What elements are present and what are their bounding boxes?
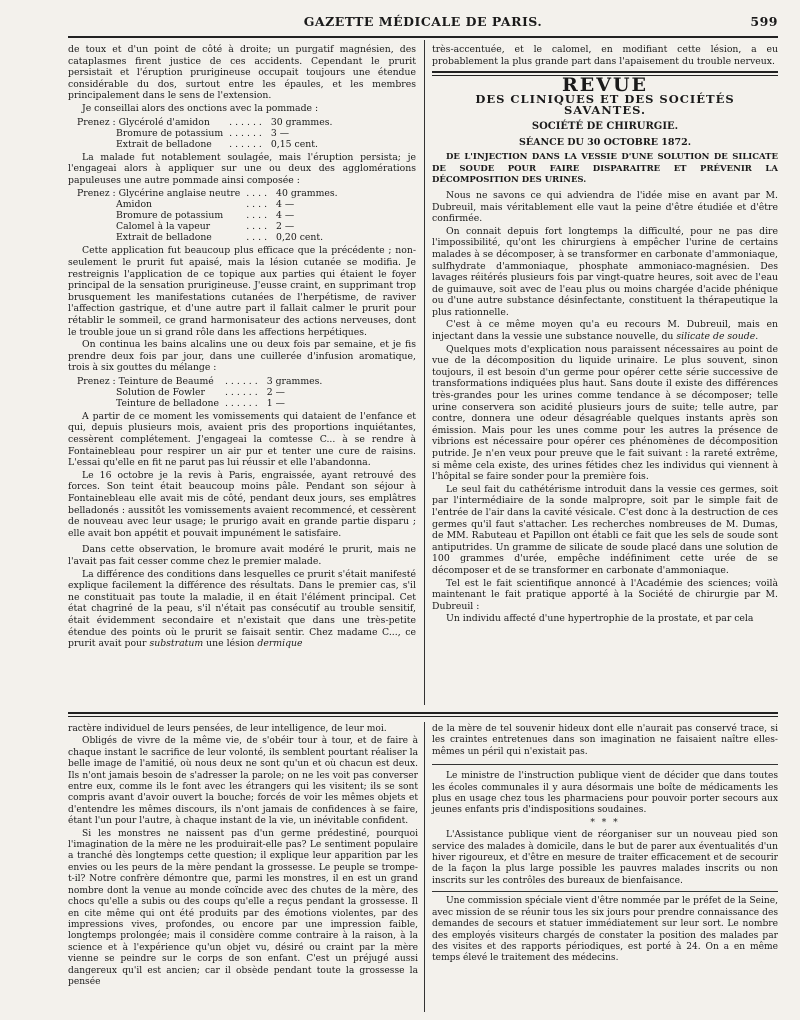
paragraph: Une commission spéciale vient d'être nommée par le préfet de la Seine, avec mission de se réunir tous les six jours pour prendre connaissance des demandes de secours et statuer immédiatement sur leur sort. Le nombre des employés visiteurs chargés de constater la position des malades par des visites et des rapports périodiques, est porté à 24. On a en même temps élevé le traitement des médecins. bbox=[432, 896, 778, 964]
column-divider-top bbox=[424, 40, 425, 705]
paragraph: de toux et d'un point de côté à droite; un purgatif magnésien, des cataplasmes firent justice de ces accidents. Cependant le prurit persistait et l'éruption prurigineuse occupait toujours une étendue considérable du dos, surtout entre les épaules, et les membres principalement dans le sens de l'extension. bbox=[68, 44, 416, 102]
column-divider-bottom bbox=[424, 722, 425, 1012]
item-rule bbox=[432, 891, 778, 892]
paragraph-text: La différence des conditions dans lesquelles ce prurit s'était manifesté explique facilement la différence des résultats. Dans le premier cas, s'il ne constituait pas toute la maladie, il en était l'élément principal. Cet état chagriné de la peau, s'il n'était pas consécutif au trouble sensitif, était évidemment secondaire et n'existait que dans une très-petite étendue des points où le prurit se faisait sentir. Chez madame C..., ce prurit avait pour bbox=[68, 568, 416, 650]
rx-qty: 2 — bbox=[276, 221, 295, 233]
rx-row: Bromure de potassium .... 4 — bbox=[74, 210, 341, 221]
prescription-3 bbox=[74, 376, 325, 409]
paragraph: Quelques mots d'explication nous paraissent nécessaires au point de vue de la décomposition du liquide urinaire. Le plus souvent, sinon toujours, il est besoin d'un germe pour opérer cette série successive de transformations indiquées plus haut. Sans doute il existe des différences très-grandes pour les urines comme tendance à se décomposer; telle urine conservera son acidité plusieurs jours de suite; telle autre, par contre, donnera une odeur désagréable quelques instants après son émission. Mais pour les unes comme pour les autres la présence de vibrions est nécessaire pour opérer ces phénomènes de décomposition putride. Je n'en veux pour preuve que le fait suivant : la rareté extrême, si même cela existe, des urines fétides chez les individus qui viennent à l'hôpital se faire sonder pour la première fois. bbox=[432, 343, 778, 483]
paragraph-text: C'est à ce même moyen qu'a eu recours M. Dubreuil, mais en injectant dans la vessie une substance nouvelle, du bbox=[432, 319, 778, 343]
page-number: 599 bbox=[750, 14, 778, 29]
journal-title: GAZETTE MÉDICALE DE PARIS. bbox=[303, 14, 543, 29]
rx-label: Prenez : Teinture de Beaumé bbox=[77, 375, 214, 387]
paragraph: L'Assistance publique vient de réorganiser sur un nouveau pied son service des malades à domicile, dans le but de parer aux éventualités d'un hiver rigoureux, et d'être en mesure de traiter efficacement et de secourir de la façon la plus large possible les pauvres malades inscrits ou non inscrits sur les contrôles des bureaux de bienfaisance. bbox=[432, 830, 778, 886]
emphasis: dermique bbox=[257, 638, 303, 650]
rx-qty: 3 — bbox=[270, 127, 290, 139]
paragraph: Cette application fut beaucoup plus efficace que la précédente ; non-seulement le prurit fut apaisé, mais la lésion cutanée se modifia. Je restreignis l'application de ce topique aux parties qui étaient le foyer principal de la sensation prurigineuse. J'eusse craint, en supprimant trop brusquement les manifestations cutanées de l'herpétisme, de raviver l'affection gastrique, et d'une autre part il fallait calmer le prurit pour rétablir le sommeil, ce grand harmonisateur des actions nerveuses, dont le trouble joue un si grand rôle dans les affections herpétiques. bbox=[68, 245, 416, 338]
paragraph: La malade fut notablement soulagée, mais l'éruption persista; je l'engageai alors à appliquer sur une ou deux des agglomérations papuleuses une autre pommade ainsi composée : bbox=[68, 151, 416, 186]
rx-label: Bromure de potassium bbox=[116, 210, 224, 222]
rx-label: Prenez : Glycérine anglaise neutre bbox=[77, 188, 241, 200]
page-header bbox=[68, 14, 778, 34]
rx-row: Extrait de belladone ...... 0,15 cent. bbox=[74, 139, 335, 150]
rx-qty: 0,20 cent. bbox=[276, 232, 324, 244]
paragraph: Dans cette observation, le bromure avait modéré le prurit, mais ne l'avait pas fait cesser comme chez le premier malade. bbox=[68, 544, 416, 567]
rx-qty: 0,15 cent. bbox=[270, 138, 318, 150]
paragraph: Obligés de vivre de la même vie, de s'obéir tour à tour, et de faire à chaque instant le sacrifice de leur volonté, ils semblent pourtant réaliser la belle image de l'amitié, où nous deux ne sont qu'un et où chacun est deux. Ils n'ont jamais besoin de s'adresser la parole; on ne les voit pas converser entre eux, comme ils le font avec les étrangers qui les visitent; ils se sont compris avant d'avoir ouvert la bouche; forcés de voir les mêmes objets et d'entendre les mêmes discours, ils n'ont jamais de confidences à se faire, étant l'un pour l'autre, à chaque instant de la vie, un inévitable confident. bbox=[68, 736, 418, 827]
paragraph: Le 16 octobre je la revis à Paris, engraissée, ayant retrouvé des forces. Son teint était beaucoup moins pâle. Pendant son séjour à Fontainebleau elle avait mis de côté, pendant deux jours, ses emplâtres belladonés : aussitôt les vomissements avaient recommencé, et cessèrent de nouveau avec leur usage; le prurigo avait en grande partie disparu ; elle avait bon appétit et pouvait impunément le satisfaire. bbox=[68, 469, 416, 539]
right-top-column bbox=[432, 44, 778, 625]
paragraph: ractère individuel de leurs pensées, de leur intelligence, de leur moi. bbox=[68, 724, 387, 734]
revue-title: REVUE bbox=[561, 74, 649, 97]
left-top-column bbox=[68, 44, 416, 650]
rx-qty: 3 grammes. bbox=[266, 375, 323, 387]
article-heading: DE L'INJECTION DANS LA VESSIE D'UNE SOLUTION DE SILICATE DE SOUDE POUR FAIRE DISPARAITRE ET PRÉVENIR LA DÉCOMPOSITION DES URINES. bbox=[432, 152, 778, 186]
rx-label: Teinture de belladone bbox=[116, 397, 219, 409]
section-rule bbox=[432, 71, 778, 73]
header-rule bbox=[68, 36, 778, 38]
rx-row: Solution de Fowler ...... 2 — bbox=[74, 387, 325, 398]
right-bottom-column bbox=[432, 724, 778, 965]
rx-row: Prenez : Glycérine anglaise neutre .... 40 grammes. bbox=[74, 188, 341, 199]
rx-label: Extrait de belladone bbox=[116, 138, 212, 150]
paragraph: Je conseillai alors des onctions avec la pommade : bbox=[82, 102, 319, 114]
rx-qty: 4 — bbox=[276, 210, 295, 222]
paragraph: On continua les bains alcalins une ou deux fois par semaine, et je fis prendre deux fois par jour, dans une cuillerée d'infusion aromatique, trois à six gouttes du mélange : bbox=[68, 339, 416, 374]
rx-label: Amidon bbox=[116, 199, 153, 211]
seance-date: SÉANCE DU 30 OCTOBRE 1872. bbox=[518, 136, 692, 148]
paragraph: Nous ne savons ce qui adviendra de l'idée mise en avant par M. Dubreuil, mais véritablement elle vaut la peine d'être étudiée et d'être confirmée. bbox=[432, 189, 778, 225]
paragraph: Le ministre de l'instruction publique vient de décider que dans toutes les écoles communales il y aura désormais une boîte de médicaments les plus en usage chez tous les pharmaciens pour pouvoir porter secours aux jeunes enfants pris d'indispositions soudaines. bbox=[432, 771, 778, 816]
rx-row: Prenez : Glycérolé d'amidon ...... 30 grammes. bbox=[74, 117, 335, 128]
rx-qty: 2 — bbox=[266, 386, 285, 398]
rx-row: Amidon .... 4 — bbox=[74, 199, 341, 210]
feuilleton-rule bbox=[68, 712, 778, 714]
paragraph: de la mère de tel souvenir hideux dont elle n'aurait pas conservé trace, si les craintes entretenues dans son imagination ne faisaient naître elles-mêmes un péril qui n'existait pas. bbox=[432, 724, 778, 757]
left-bottom-column bbox=[68, 724, 418, 988]
prescription-2 bbox=[74, 188, 341, 243]
rx-row: Bromure de potassium ...... 3 — bbox=[74, 128, 335, 139]
rx-label: Prenez : Glycérolé d'amidon bbox=[77, 116, 210, 128]
paragraph: Le seul fait du cathétérisme introduit dans la vessie ces germes, soit par l'intermédiaire de la sonde malpropre, soit par le simple fait de l'entrée de l'air dans la cavité vésicale. C'est donc à la destruction de ces germes qu'il faut s'attacher. Les recherches nombreuses de M. Dumas, de MM. Rabuteau et Papillon ont établi ce fait que les sels de soude sont antiputrides. Un gramme de silicate de soude placé dans une solution de 100 grammes d'urée, empêche indéfiniment cette urée de se décomposer et de se transformer en carbonate d'ammoniaque. bbox=[432, 483, 778, 576]
rx-row: Calomel à la vapeur .... 2 — bbox=[74, 221, 341, 232]
asterism: * * * bbox=[590, 817, 620, 828]
paragraph-text: une lésion bbox=[206, 638, 255, 650]
item-rule bbox=[432, 764, 778, 765]
rx-label: Extrait de belladone bbox=[116, 232, 212, 244]
paragraph: très-accentuée, et le calomel, en modifiant cette lésion, a eu probablement la plus grande part dans l'apaisement du trouble nerveux. bbox=[432, 44, 778, 67]
emphasis: silicate de soude. bbox=[676, 331, 759, 343]
paragraph: Tel est le fait scientifique annoncé à l'Académie des sciences; voilà maintenant le fait pratique apporté à la Société de chirurgie par M. Dubreuil : bbox=[432, 577, 778, 612]
paragraph: On connait depuis fort longtemps la difficulté, pour ne pas dire l'impossibilité, qu'ont les chirurgiens à empêcher l'urine de certains malades à se décomposer, à se transformer en carbonate d'ammoniaque, sulfhydrate d'ammoniaque, phosphate ammoniaco-magnésien. Des lavages réitérés plusieurs fois par vingt-quatre heures, soit avec de l'eau de guimauve, soit avec de l'eau plus ou moins chargée d'acide phénique ou d'une autre substance désinfectante, constituent la thérapeutique la plus rationnelle. bbox=[432, 225, 778, 318]
paragraph: Si les monstres ne naissent pas d'un germe prédestiné, pourquoi l'imagination de la mère ne les produirait-elle pas? Le sentiment populaire a tranché dès longtemps cette question; il explique leur apparition par les envies ou les peurs de la mère pendant la grossesse. Le peuple se trompe-t-il? Notre confrère démontre que, parmi les monstres, il en est un grand nombre dont la venue au monde coïncide avec des chutes de la mère, des chocs qu'elle a subis ou des coups qu'elle a reçus pendant la grossesse. Il en cite même qui ont été produits par des émotions violentes, par des impressions vives, profondes, ou encore par une impression faible, longtemps prolongée; mais il considère comme contraire à la raison, à la science et à l'expérience qu'un objet vu, désiré ou craint par la mère vienne se peindre sur le corps de son enfant. C'est un préjugé aussi dangereux qu'il est ancien; car il obsède pendant toute la grossesse la pensée bbox=[68, 828, 418, 987]
rx-qty: 30 grammes. bbox=[270, 116, 333, 128]
emphasis: substratum bbox=[149, 638, 204, 650]
revue-subtitle: DES CLINIQUES ET DES SOCIÉTÉS SAVANTES. bbox=[475, 91, 735, 118]
rx-row: Extrait de belladone .... 0,20 cent. bbox=[74, 232, 341, 243]
prescription-1 bbox=[74, 117, 335, 150]
rx-label: Bromure de potassium bbox=[116, 127, 224, 139]
society-name: SOCIÉTÉ DE CHIRURGIE. bbox=[531, 120, 679, 132]
rx-label: Solution de Fowler bbox=[116, 386, 206, 398]
feuilleton-rule-thin bbox=[68, 716, 778, 717]
paragraph bbox=[432, 319, 778, 342]
rx-row: Teinture de belladone ...... 1 — bbox=[74, 398, 325, 409]
paragraph: Un individu affecté d'une hypertrophie de la prostate, et par cela bbox=[446, 613, 754, 625]
rx-qty: 1 — bbox=[266, 397, 285, 409]
rx-label: Calomel à la vapeur bbox=[116, 221, 211, 233]
paragraph: A partir de ce moment les vomissements qui dataient de l'enfance et qui, depuis plusieurs mois, avaient pris des proportions inquiétantes, cessèrent complétement. J'engageai la comtesse C... à se rendre à Fontainebleau pour respirer un air pur et tenter une cure de raisins. L'essai qu'elle en fit ne parut pas lui réussir et elle l'abandonna. bbox=[68, 410, 416, 469]
rx-qty: 4 — bbox=[276, 199, 295, 211]
rx-qty: 40 grammes. bbox=[276, 188, 338, 200]
paragraph bbox=[68, 569, 416, 650]
rx-row: Prenez : Teinture de Beaumé ...... 3 grammes. bbox=[74, 376, 325, 387]
